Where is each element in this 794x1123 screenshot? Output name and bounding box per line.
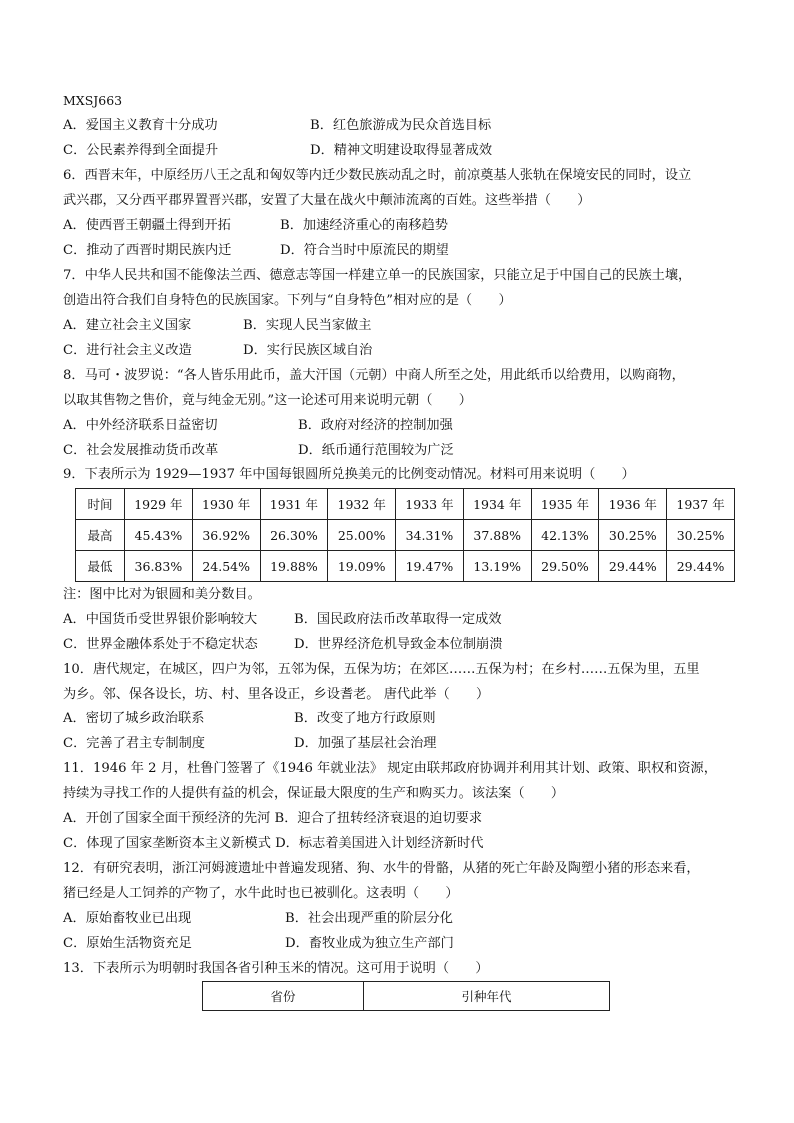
q5-option-a: A．爱国主义教育十分成功 <box>63 118 218 133</box>
q9-option-d: D．世界经济危机导致金本位制崩溃 <box>294 637 503 652</box>
q11-options-ab: A．开创了国家全面干预经济的先河 B．迎合了扭转经济衰退的迫切要求 <box>63 811 483 826</box>
table-cell: 29.44% <box>599 551 667 582</box>
q6-option-d: D．符合当时中原流民的期望 <box>280 243 449 258</box>
q10-option-c: C．完善了君主专制制度 <box>63 736 205 751</box>
table-cell: 1936 年 <box>599 489 667 520</box>
table-cell: 19.47% <box>396 551 464 582</box>
paper-code: MXSJ663 <box>63 93 123 108</box>
table-cell: 1937 年 <box>667 489 735 520</box>
q12-option-c: C．原始生活物资充足 <box>63 936 192 951</box>
table-cell: 30.25% <box>667 520 735 551</box>
table-cell: 时间 <box>76 489 125 520</box>
q10-option-d: D．加强了基层社会治理 <box>294 736 437 751</box>
table-cell: 最低 <box>76 551 125 582</box>
q8-option-d: D．纸币通行范围较为广泛 <box>298 443 454 458</box>
table-cell: 34.31% <box>396 520 464 551</box>
q9-stem: 9．下表所示为 1929—1937 年中国每银圆所兑换美元的比例变动情况。材料可用来说明（ ） <box>63 467 635 482</box>
q5-option-c: C．公民素养得到全面提升 <box>63 143 219 158</box>
q6-stem-line2: 武兴郡，又分西平郡界置晋兴郡，安置了大量在战火中颠沛流离的百姓。这些举措（ ） <box>63 193 591 208</box>
q10-stem-line1: 10．唐代规定，在城区，四户为邻，五邻为保，五保为坊；在郊区……五保为村；在乡村……五保为里，五里 <box>63 662 700 677</box>
table-cell: 25.00% <box>328 520 396 551</box>
table-cell: 29.44% <box>667 551 735 582</box>
table-row <box>76 551 735 582</box>
table-row <box>76 520 735 551</box>
q7-option-d: D．实行民族区域自治 <box>243 343 373 358</box>
q6-stem-line1: 6．西晋末年，中原经历八王之乱和匈奴等内迁少数民族动乱之时，前凉奠基人张轨在保境安民的同时，设立 <box>63 168 692 183</box>
table-cell: 最高 <box>76 520 125 551</box>
table-cell: 37.88% <box>463 520 531 551</box>
table-cell: 1929 年 <box>125 489 193 520</box>
q8-stem-line2: 以取其售物之售价，竟与纯金无别。”这一论述可用来说明元朝（ ） <box>63 393 472 408</box>
table-cell: 1934 年 <box>463 489 531 520</box>
q7-option-b: B．实现人民当家做主 <box>243 318 372 333</box>
q7-stem-line2: 创造出符合我们自身特色的民族国家。下列与“自身特色”相对应的是（ ） <box>63 293 512 308</box>
q10-option-a: A．密切了城乡政治联系 <box>63 711 205 726</box>
table-cell: 36.92% <box>192 520 260 551</box>
q6-option-c: C．推动了西晋时期民族内迁 <box>63 243 232 258</box>
q10-stem-line2: 为乡。邻、保各设长，坊、村、里各设正，乡设耆老。 唐代此举（ ） <box>63 687 490 702</box>
table-cell: 1935 年 <box>531 489 599 520</box>
table-cell: 42.13% <box>531 520 599 551</box>
q12-option-a: A．原始畜牧业已出现 <box>63 911 192 926</box>
exchange-rate-table <box>75 488 735 582</box>
table-cell: 19.09% <box>328 551 396 582</box>
q11-stem-line1: 11．1946 年 2 月，杜鲁门签署了《1946 年就业法》 规定由联邦政府协调并利用其计划、政策、职权和资源， <box>63 761 717 776</box>
q5-option-d: D．精神文明建设取得显著成效 <box>310 143 493 158</box>
q13-stem: 13．下表所示为明朝时我国各省引种玉米的情况。这可用于说明（ ） <box>63 961 489 976</box>
table-cell: 1932 年 <box>328 489 396 520</box>
table-cell: 1933 年 <box>396 489 464 520</box>
table-cell: 1930 年 <box>192 489 260 520</box>
table-cell: 19.88% <box>260 551 328 582</box>
q7-option-c: C．进行社会主义改造 <box>63 343 192 358</box>
table-header-row <box>76 489 735 520</box>
table-cell: 29.50% <box>531 551 599 582</box>
q7-option-a: A．建立社会主义国家 <box>63 318 192 333</box>
corn-introduction-table <box>202 981 610 1011</box>
q12-option-d: D．畜牧业成为独立生产部门 <box>285 936 454 951</box>
q6-option-b: B．加速经济重心的南移趋势 <box>280 218 448 233</box>
q9-option-b: B．国民政府法币改革取得一定成效 <box>294 612 502 627</box>
q10-option-b: B．改变了地方行政原则 <box>294 711 436 726</box>
q12-option-b: B．社会出现严重的阶层分化 <box>285 911 453 926</box>
q8-option-b: B．政府对经济的控制加强 <box>298 418 453 433</box>
q6-option-a: A．使西晋王朝疆土得到开拓 <box>63 218 231 233</box>
q9-option-c: C．世界金融体系处于不稳定状态 <box>63 637 258 652</box>
q8-option-c: C．社会发展推动货币改革 <box>63 443 219 458</box>
q12-stem-line2: 猪已经是人工饲养的产物了，水牛此时也已被驯化。这表明（ ） <box>63 886 459 901</box>
table-cell: 引种年代 <box>364 982 610 1011</box>
table-cell: 45.43% <box>125 520 193 551</box>
table-cell: 30.25% <box>599 520 667 551</box>
q8-stem-line1: 8．马可・波罗说：“各人皆乐用此币，盖大汗国（元朝）中商人所至之处，用此纸币以给费用，以购商物， <box>63 368 685 383</box>
q8-option-a: A．中外经济联系日益密切 <box>63 418 218 433</box>
table-cell: 36.83% <box>125 551 193 582</box>
q5-option-b: B．红色旅游成为民众首选目标 <box>310 118 492 133</box>
q11-options-cd: C．体现了国家垄断资本主义新模式 D．标志着美国进入计划经济新时代 <box>63 836 484 851</box>
q7-stem-line1: 7．中华人民共和国不能像法兰西、德意志等国一样建立单一的民族国家，只能立足于中国自己的民族土壤， <box>63 268 692 283</box>
q11-stem-line2: 持续为寻找工作的人提供有益的机会，保证最大限度的生产和购买力。该法案（ ） <box>63 786 565 801</box>
q9-note: 注：图中比对为银圆和美分数目。 <box>63 587 261 602</box>
table-cell: 24.54% <box>192 551 260 582</box>
table-cell: 省份 <box>203 982 364 1011</box>
q12-stem-line1: 12．有研究表明，浙江河姆渡遗址中普遍发现猪、狗、水牛的骨骼，从猪的死亡年龄及陶塑小猪的形态来看， <box>63 861 700 876</box>
table-cell: 26.30% <box>260 520 328 551</box>
table-header-row <box>203 982 610 1011</box>
table-cell: 13.19% <box>463 551 531 582</box>
table-cell: 1931 年 <box>260 489 328 520</box>
q9-option-a: A．中国货币受世界银价影响较大 <box>63 612 258 627</box>
